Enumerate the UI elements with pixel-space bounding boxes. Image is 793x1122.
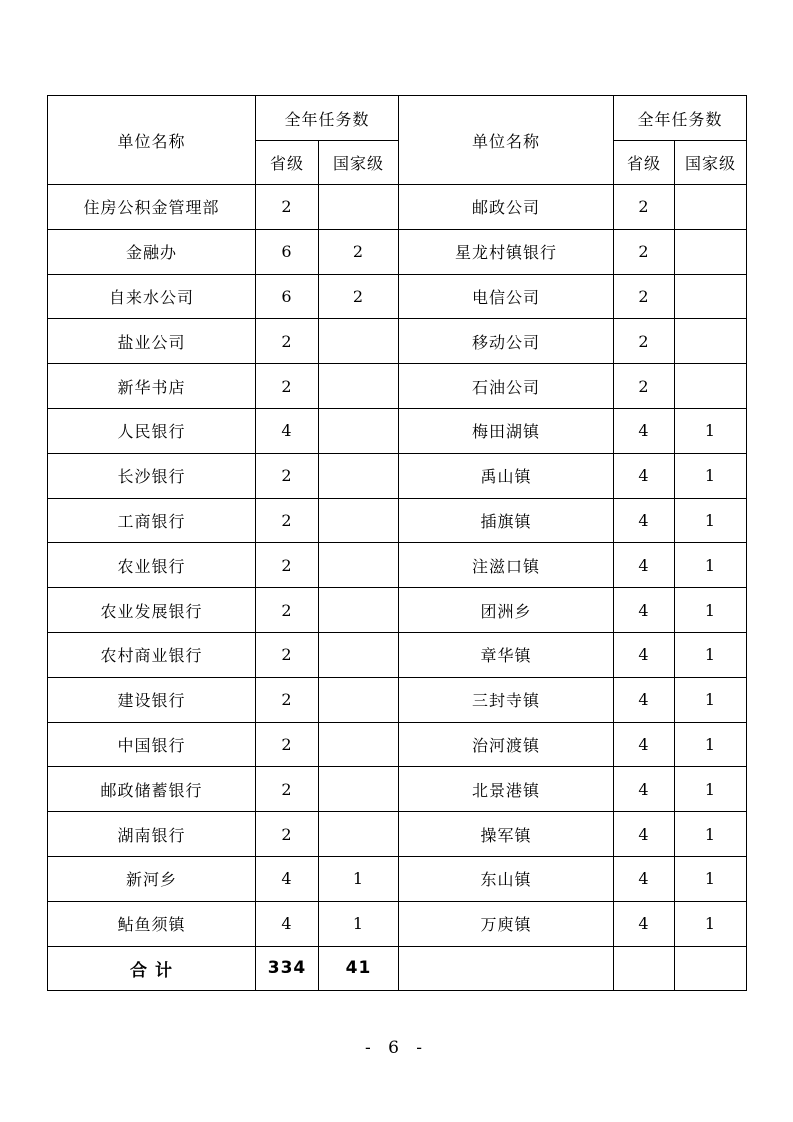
right-national-cell: 1 — [675, 543, 747, 588]
left-provincial-cell: 2 — [256, 498, 319, 543]
right-unit-name-cell: 邮政公司 — [399, 185, 614, 230]
table-row — [48, 767, 747, 812]
left-provincial-cell: 4 — [256, 856, 319, 901]
left-unit-name-cell: 金融办 — [48, 229, 256, 274]
left-provincial-cell: 2 — [256, 812, 319, 857]
right-provincial-cell: 2 — [614, 364, 675, 409]
header-unit-name-right: 单位名称 — [399, 96, 614, 185]
right-provincial-cell: 4 — [614, 543, 675, 588]
right-unit-name-cell: 团洲乡 — [399, 588, 614, 633]
left-unit-name-cell: 农业发展银行 — [48, 588, 256, 633]
right-national-cell: 1 — [675, 632, 747, 677]
page-number: - 6 - — [364, 1038, 429, 1058]
right-unit-name-cell: 移动公司 — [399, 319, 614, 364]
left-national-cell — [319, 677, 399, 722]
right-national-cell — [675, 185, 747, 230]
left-provincial-cell: 2 — [256, 364, 319, 409]
header-provincial-left: 省级 — [256, 141, 319, 185]
right-national-cell — [675, 364, 747, 409]
right-unit-name-cell: 插旗镇 — [399, 498, 614, 543]
left-unit-name-cell: 工商银行 — [48, 498, 256, 543]
left-provincial-cell: 2 — [256, 319, 319, 364]
left-provincial-cell: 2 — [256, 588, 319, 633]
left-provincial-cell: 4 — [256, 408, 319, 453]
right-unit-name-cell: 三封寺镇 — [399, 677, 614, 722]
right-provincial-cell: 4 — [614, 677, 675, 722]
left-provincial-cell: 2 — [256, 677, 319, 722]
right-unit-name-cell: 电信公司 — [399, 274, 614, 319]
right-provincial-cell: 4 — [614, 632, 675, 677]
table-row — [48, 543, 747, 588]
right-provincial-cell: 4 — [614, 901, 675, 946]
left-provincial-cell: 2 — [256, 453, 319, 498]
left-national-cell: 2 — [319, 274, 399, 319]
total-label: 合 计 — [48, 946, 256, 990]
left-national-cell — [319, 498, 399, 543]
header-annual-tasks-right: 全年任务数 — [614, 96, 747, 141]
left-national-cell — [319, 364, 399, 409]
left-unit-name-cell: 邮政储蓄银行 — [48, 767, 256, 812]
left-national-cell: 2 — [319, 229, 399, 274]
right-unit-name-cell: 注滋口镇 — [399, 543, 614, 588]
left-unit-name-cell: 中国银行 — [48, 722, 256, 767]
table-row — [48, 229, 747, 274]
right-national-cell: 1 — [675, 677, 747, 722]
left-unit-name-cell: 建设银行 — [48, 677, 256, 722]
header-national-left: 国家级 — [319, 141, 399, 185]
right-provincial-cell: 4 — [614, 722, 675, 767]
left-provincial-cell: 2 — [256, 185, 319, 230]
left-national-cell — [319, 722, 399, 767]
left-unit-name-cell: 长沙银行 — [48, 453, 256, 498]
table-row — [48, 812, 747, 857]
table-row — [48, 408, 747, 453]
left-unit-name-cell: 农村商业银行 — [48, 632, 256, 677]
left-provincial-cell: 2 — [256, 543, 319, 588]
right-unit-name-cell: 梅田湖镇 — [399, 408, 614, 453]
right-national-cell: 1 — [675, 901, 747, 946]
right-provincial-cell: 2 — [614, 319, 675, 364]
right-unit-name-cell: 万庾镇 — [399, 901, 614, 946]
left-unit-name-cell: 新华书店 — [48, 364, 256, 409]
left-national-cell — [319, 812, 399, 857]
left-national-cell — [319, 185, 399, 230]
left-national-cell — [319, 632, 399, 677]
header-provincial-right: 省级 — [614, 141, 675, 185]
left-national-cell — [319, 453, 399, 498]
right-unit-name-cell: 治河渡镇 — [399, 722, 614, 767]
table-row — [48, 498, 747, 543]
table-row — [48, 453, 747, 498]
right-national-cell — [675, 319, 747, 364]
left-provincial-cell: 2 — [256, 767, 319, 812]
table-row — [48, 274, 747, 319]
left-provincial-cell: 6 — [256, 274, 319, 319]
right-provincial-cell: 4 — [614, 856, 675, 901]
table-row — [48, 722, 747, 767]
left-national-cell: 1 — [319, 901, 399, 946]
right-provincial-cell: 4 — [614, 812, 675, 857]
left-provincial-cell: 2 — [256, 722, 319, 767]
right-unit-name-cell: 星龙村镇银行 — [399, 229, 614, 274]
table-row — [48, 632, 747, 677]
total-national: 41 — [319, 946, 399, 990]
right-national-cell — [675, 229, 747, 274]
right-unit-name-cell: 操军镇 — [399, 812, 614, 857]
left-national-cell — [319, 767, 399, 812]
total-empty-provincial — [614, 946, 675, 990]
left-national-cell — [319, 588, 399, 633]
right-national-cell: 1 — [675, 498, 747, 543]
table-row — [48, 677, 747, 722]
table-row — [48, 856, 747, 901]
total-provincial: 334 — [256, 946, 319, 990]
task-table — [47, 95, 747, 991]
right-unit-name-cell: 章华镇 — [399, 632, 614, 677]
left-unit-name-cell: 新河乡 — [48, 856, 256, 901]
left-unit-name-cell: 鲇鱼须镇 — [48, 901, 256, 946]
left-unit-name-cell: 农业银行 — [48, 543, 256, 588]
right-national-cell: 1 — [675, 588, 747, 633]
left-unit-name-cell: 住房公积金管理部 — [48, 185, 256, 230]
table-body — [48, 185, 747, 947]
right-national-cell: 1 — [675, 812, 747, 857]
right-provincial-cell: 4 — [614, 588, 675, 633]
right-provincial-cell: 2 — [614, 229, 675, 274]
total-empty-national — [675, 946, 747, 990]
left-unit-name-cell: 人民银行 — [48, 408, 256, 453]
left-national-cell — [319, 408, 399, 453]
right-provincial-cell: 4 — [614, 453, 675, 498]
left-national-cell — [319, 543, 399, 588]
left-provincial-cell: 4 — [256, 901, 319, 946]
table-row — [48, 901, 747, 946]
left-national-cell: 1 — [319, 856, 399, 901]
right-national-cell: 1 — [675, 722, 747, 767]
right-unit-name-cell: 北景港镇 — [399, 767, 614, 812]
right-provincial-cell: 4 — [614, 408, 675, 453]
right-provincial-cell: 4 — [614, 767, 675, 812]
left-unit-name-cell: 盐业公司 — [48, 319, 256, 364]
header-national-right: 国家级 — [675, 141, 747, 185]
right-unit-name-cell: 石油公司 — [399, 364, 614, 409]
table-row — [48, 185, 747, 230]
right-provincial-cell: 2 — [614, 274, 675, 319]
table-row — [48, 319, 747, 364]
right-national-cell — [675, 274, 747, 319]
left-provincial-cell: 2 — [256, 632, 319, 677]
total-row — [48, 946, 747, 990]
left-provincial-cell: 6 — [256, 229, 319, 274]
table-row — [48, 364, 747, 409]
left-unit-name-cell: 自来水公司 — [48, 274, 256, 319]
right-national-cell: 1 — [675, 408, 747, 453]
left-national-cell — [319, 319, 399, 364]
table-row — [48, 588, 747, 633]
left-unit-name-cell: 湖南银行 — [48, 812, 256, 857]
right-unit-name-cell: 禹山镇 — [399, 453, 614, 498]
total-empty-name — [399, 946, 614, 990]
header-unit-name-left: 单位名称 — [48, 96, 256, 185]
right-provincial-cell: 2 — [614, 185, 675, 230]
right-national-cell: 1 — [675, 453, 747, 498]
header-annual-tasks-left: 全年任务数 — [256, 96, 399, 141]
right-provincial-cell: 4 — [614, 498, 675, 543]
right-national-cell: 1 — [675, 767, 747, 812]
right-national-cell: 1 — [675, 856, 747, 901]
right-unit-name-cell: 东山镇 — [399, 856, 614, 901]
